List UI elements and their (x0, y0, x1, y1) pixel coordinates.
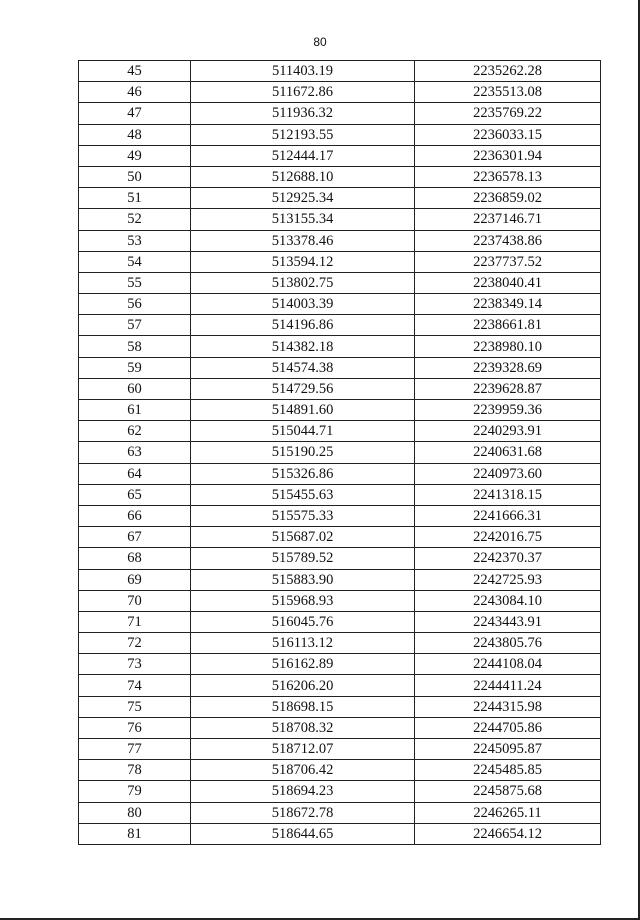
table-row (79, 272, 601, 293)
x-coordinate-cell: 518706.42 (191, 760, 415, 781)
y-coordinate-cell: 2238661.81 (415, 315, 601, 336)
table-row (79, 124, 601, 145)
table-row (79, 82, 601, 103)
point-number-cell: 55 (79, 272, 191, 293)
y-coordinate-cell: 2241318.15 (415, 484, 601, 505)
x-coordinate-cell: 516045.76 (191, 611, 415, 632)
y-coordinate-cell: 2235513.08 (415, 82, 601, 103)
table-row (79, 633, 601, 654)
table-row (79, 527, 601, 548)
table-row (79, 675, 601, 696)
x-coordinate-cell: 518694.23 (191, 781, 415, 802)
x-coordinate-cell: 515190.25 (191, 442, 415, 463)
point-number-cell: 53 (79, 230, 191, 251)
y-coordinate-cell: 2240973.60 (415, 463, 601, 484)
x-coordinate-cell: 514003.39 (191, 294, 415, 315)
y-coordinate-cell: 2246265.11 (415, 802, 601, 823)
x-coordinate-cell: 512444.17 (191, 145, 415, 166)
x-coordinate-cell: 516113.12 (191, 633, 415, 654)
x-coordinate-cell: 514729.56 (191, 378, 415, 399)
point-number-cell: 47 (79, 103, 191, 124)
point-number-cell: 46 (79, 82, 191, 103)
x-coordinate-cell: 512925.34 (191, 188, 415, 209)
point-number-cell: 81 (79, 823, 191, 844)
x-coordinate-cell: 511403.19 (191, 61, 415, 82)
x-coordinate-cell: 513594.12 (191, 251, 415, 272)
point-number-cell: 49 (79, 145, 191, 166)
table-row (79, 61, 601, 82)
table-row (79, 654, 601, 675)
point-number-cell: 73 (79, 654, 191, 675)
y-coordinate-cell: 2243084.10 (415, 590, 601, 611)
point-number-cell: 72 (79, 633, 191, 654)
y-coordinate-cell: 2237146.71 (415, 209, 601, 230)
table-row (79, 739, 601, 760)
page-number: 80 (313, 35, 327, 49)
y-coordinate-cell: 2244315.98 (415, 696, 601, 717)
y-coordinate-cell: 2239328.69 (415, 357, 601, 378)
y-coordinate-cell: 2245875.68 (415, 781, 601, 802)
x-coordinate-cell: 518712.07 (191, 739, 415, 760)
table-row (79, 548, 601, 569)
x-coordinate-cell: 515575.33 (191, 505, 415, 526)
y-coordinate-cell: 2238349.14 (415, 294, 601, 315)
point-number-cell: 59 (79, 357, 191, 378)
point-number-cell: 56 (79, 294, 191, 315)
table-row (79, 463, 601, 484)
x-coordinate-cell: 514196.86 (191, 315, 415, 336)
table-row (79, 569, 601, 590)
table-row (79, 294, 601, 315)
x-coordinate-cell: 514574.38 (191, 357, 415, 378)
table-row (79, 336, 601, 357)
x-coordinate-cell: 513802.75 (191, 272, 415, 293)
x-coordinate-cell: 515455.63 (191, 484, 415, 505)
point-number-cell: 60 (79, 378, 191, 399)
point-number-cell: 69 (79, 569, 191, 590)
y-coordinate-cell: 2244108.04 (415, 654, 601, 675)
table-row (79, 251, 601, 272)
y-coordinate-cell: 2243805.76 (415, 633, 601, 654)
point-number-cell: 80 (79, 802, 191, 823)
x-coordinate-cell: 516206.20 (191, 675, 415, 696)
y-coordinate-cell: 2242016.75 (415, 527, 601, 548)
y-coordinate-cell: 2245095.87 (415, 739, 601, 760)
x-coordinate-cell: 518644.65 (191, 823, 415, 844)
x-coordinate-cell: 518708.32 (191, 717, 415, 738)
coordinate-table (78, 60, 601, 845)
table-row (79, 781, 601, 802)
y-coordinate-cell: 2236033.15 (415, 124, 601, 145)
y-coordinate-cell: 2242370.37 (415, 548, 601, 569)
y-coordinate-cell: 2241666.31 (415, 505, 601, 526)
table-row (79, 230, 601, 251)
y-coordinate-cell: 2237438.86 (415, 230, 601, 251)
table-row (79, 823, 601, 844)
point-number-cell: 58 (79, 336, 191, 357)
x-coordinate-cell: 512688.10 (191, 166, 415, 187)
x-coordinate-cell: 515883.90 (191, 569, 415, 590)
table-row (79, 760, 601, 781)
point-number-cell: 61 (79, 400, 191, 421)
point-number-cell: 65 (79, 484, 191, 505)
x-coordinate-cell: 513155.34 (191, 209, 415, 230)
y-coordinate-cell: 2246654.12 (415, 823, 601, 844)
point-number-cell: 52 (79, 209, 191, 230)
table-row (79, 590, 601, 611)
point-number-cell: 62 (79, 421, 191, 442)
point-number-cell: 76 (79, 717, 191, 738)
x-coordinate-cell: 515044.71 (191, 421, 415, 442)
x-coordinate-cell: 513378.46 (191, 230, 415, 251)
table-row (79, 315, 601, 336)
x-coordinate-cell: 515326.86 (191, 463, 415, 484)
coordinate-table-body (79, 61, 601, 845)
point-number-cell: 68 (79, 548, 191, 569)
x-coordinate-cell: 515789.52 (191, 548, 415, 569)
point-number-cell: 48 (79, 124, 191, 145)
point-number-cell: 57 (79, 315, 191, 336)
point-number-cell: 54 (79, 251, 191, 272)
point-number-cell: 70 (79, 590, 191, 611)
table-row (79, 696, 601, 717)
point-number-cell: 75 (79, 696, 191, 717)
x-coordinate-cell: 518672.78 (191, 802, 415, 823)
table-row (79, 188, 601, 209)
y-coordinate-cell: 2238040.41 (415, 272, 601, 293)
y-coordinate-cell: 2245485.85 (415, 760, 601, 781)
x-coordinate-cell: 515968.93 (191, 590, 415, 611)
y-coordinate-cell: 2240631.68 (415, 442, 601, 463)
point-number-cell: 74 (79, 675, 191, 696)
table-row (79, 166, 601, 187)
table-row (79, 145, 601, 166)
table-row (79, 209, 601, 230)
table-row (79, 400, 601, 421)
y-coordinate-cell: 2235262.28 (415, 61, 601, 82)
y-coordinate-cell: 2236859.02 (415, 188, 601, 209)
y-coordinate-cell: 2238980.10 (415, 336, 601, 357)
x-coordinate-cell: 512193.55 (191, 124, 415, 145)
table-row (79, 421, 601, 442)
table-row (79, 103, 601, 124)
table-row (79, 378, 601, 399)
point-number-cell: 45 (79, 61, 191, 82)
x-coordinate-cell: 516162.89 (191, 654, 415, 675)
y-coordinate-cell: 2244705.86 (415, 717, 601, 738)
y-coordinate-cell: 2242725.93 (415, 569, 601, 590)
x-coordinate-cell: 511936.32 (191, 103, 415, 124)
y-coordinate-cell: 2239959.36 (415, 400, 601, 421)
table-row (79, 802, 601, 823)
point-number-cell: 71 (79, 611, 191, 632)
x-coordinate-cell: 514891.60 (191, 400, 415, 421)
y-coordinate-cell: 2243443.91 (415, 611, 601, 632)
point-number-cell: 63 (79, 442, 191, 463)
point-number-cell: 51 (79, 188, 191, 209)
x-coordinate-cell: 515687.02 (191, 527, 415, 548)
x-coordinate-cell: 511672.86 (191, 82, 415, 103)
table-row (79, 357, 601, 378)
y-coordinate-cell: 2240293.91 (415, 421, 601, 442)
point-number-cell: 66 (79, 505, 191, 526)
y-coordinate-cell: 2237737.52 (415, 251, 601, 272)
y-coordinate-cell: 2236301.94 (415, 145, 601, 166)
table-row (79, 442, 601, 463)
y-coordinate-cell: 2244411.24 (415, 675, 601, 696)
table-row (79, 717, 601, 738)
y-coordinate-cell: 2236578.13 (415, 166, 601, 187)
table-row (79, 505, 601, 526)
y-coordinate-cell: 2239628.87 (415, 378, 601, 399)
point-number-cell: 78 (79, 760, 191, 781)
point-number-cell: 77 (79, 739, 191, 760)
x-coordinate-cell: 518698.15 (191, 696, 415, 717)
point-number-cell: 79 (79, 781, 191, 802)
y-coordinate-cell: 2235769.22 (415, 103, 601, 124)
table-row (79, 484, 601, 505)
point-number-cell: 50 (79, 166, 191, 187)
point-number-cell: 67 (79, 527, 191, 548)
point-number-cell: 64 (79, 463, 191, 484)
table-row (79, 611, 601, 632)
x-coordinate-cell: 514382.18 (191, 336, 415, 357)
